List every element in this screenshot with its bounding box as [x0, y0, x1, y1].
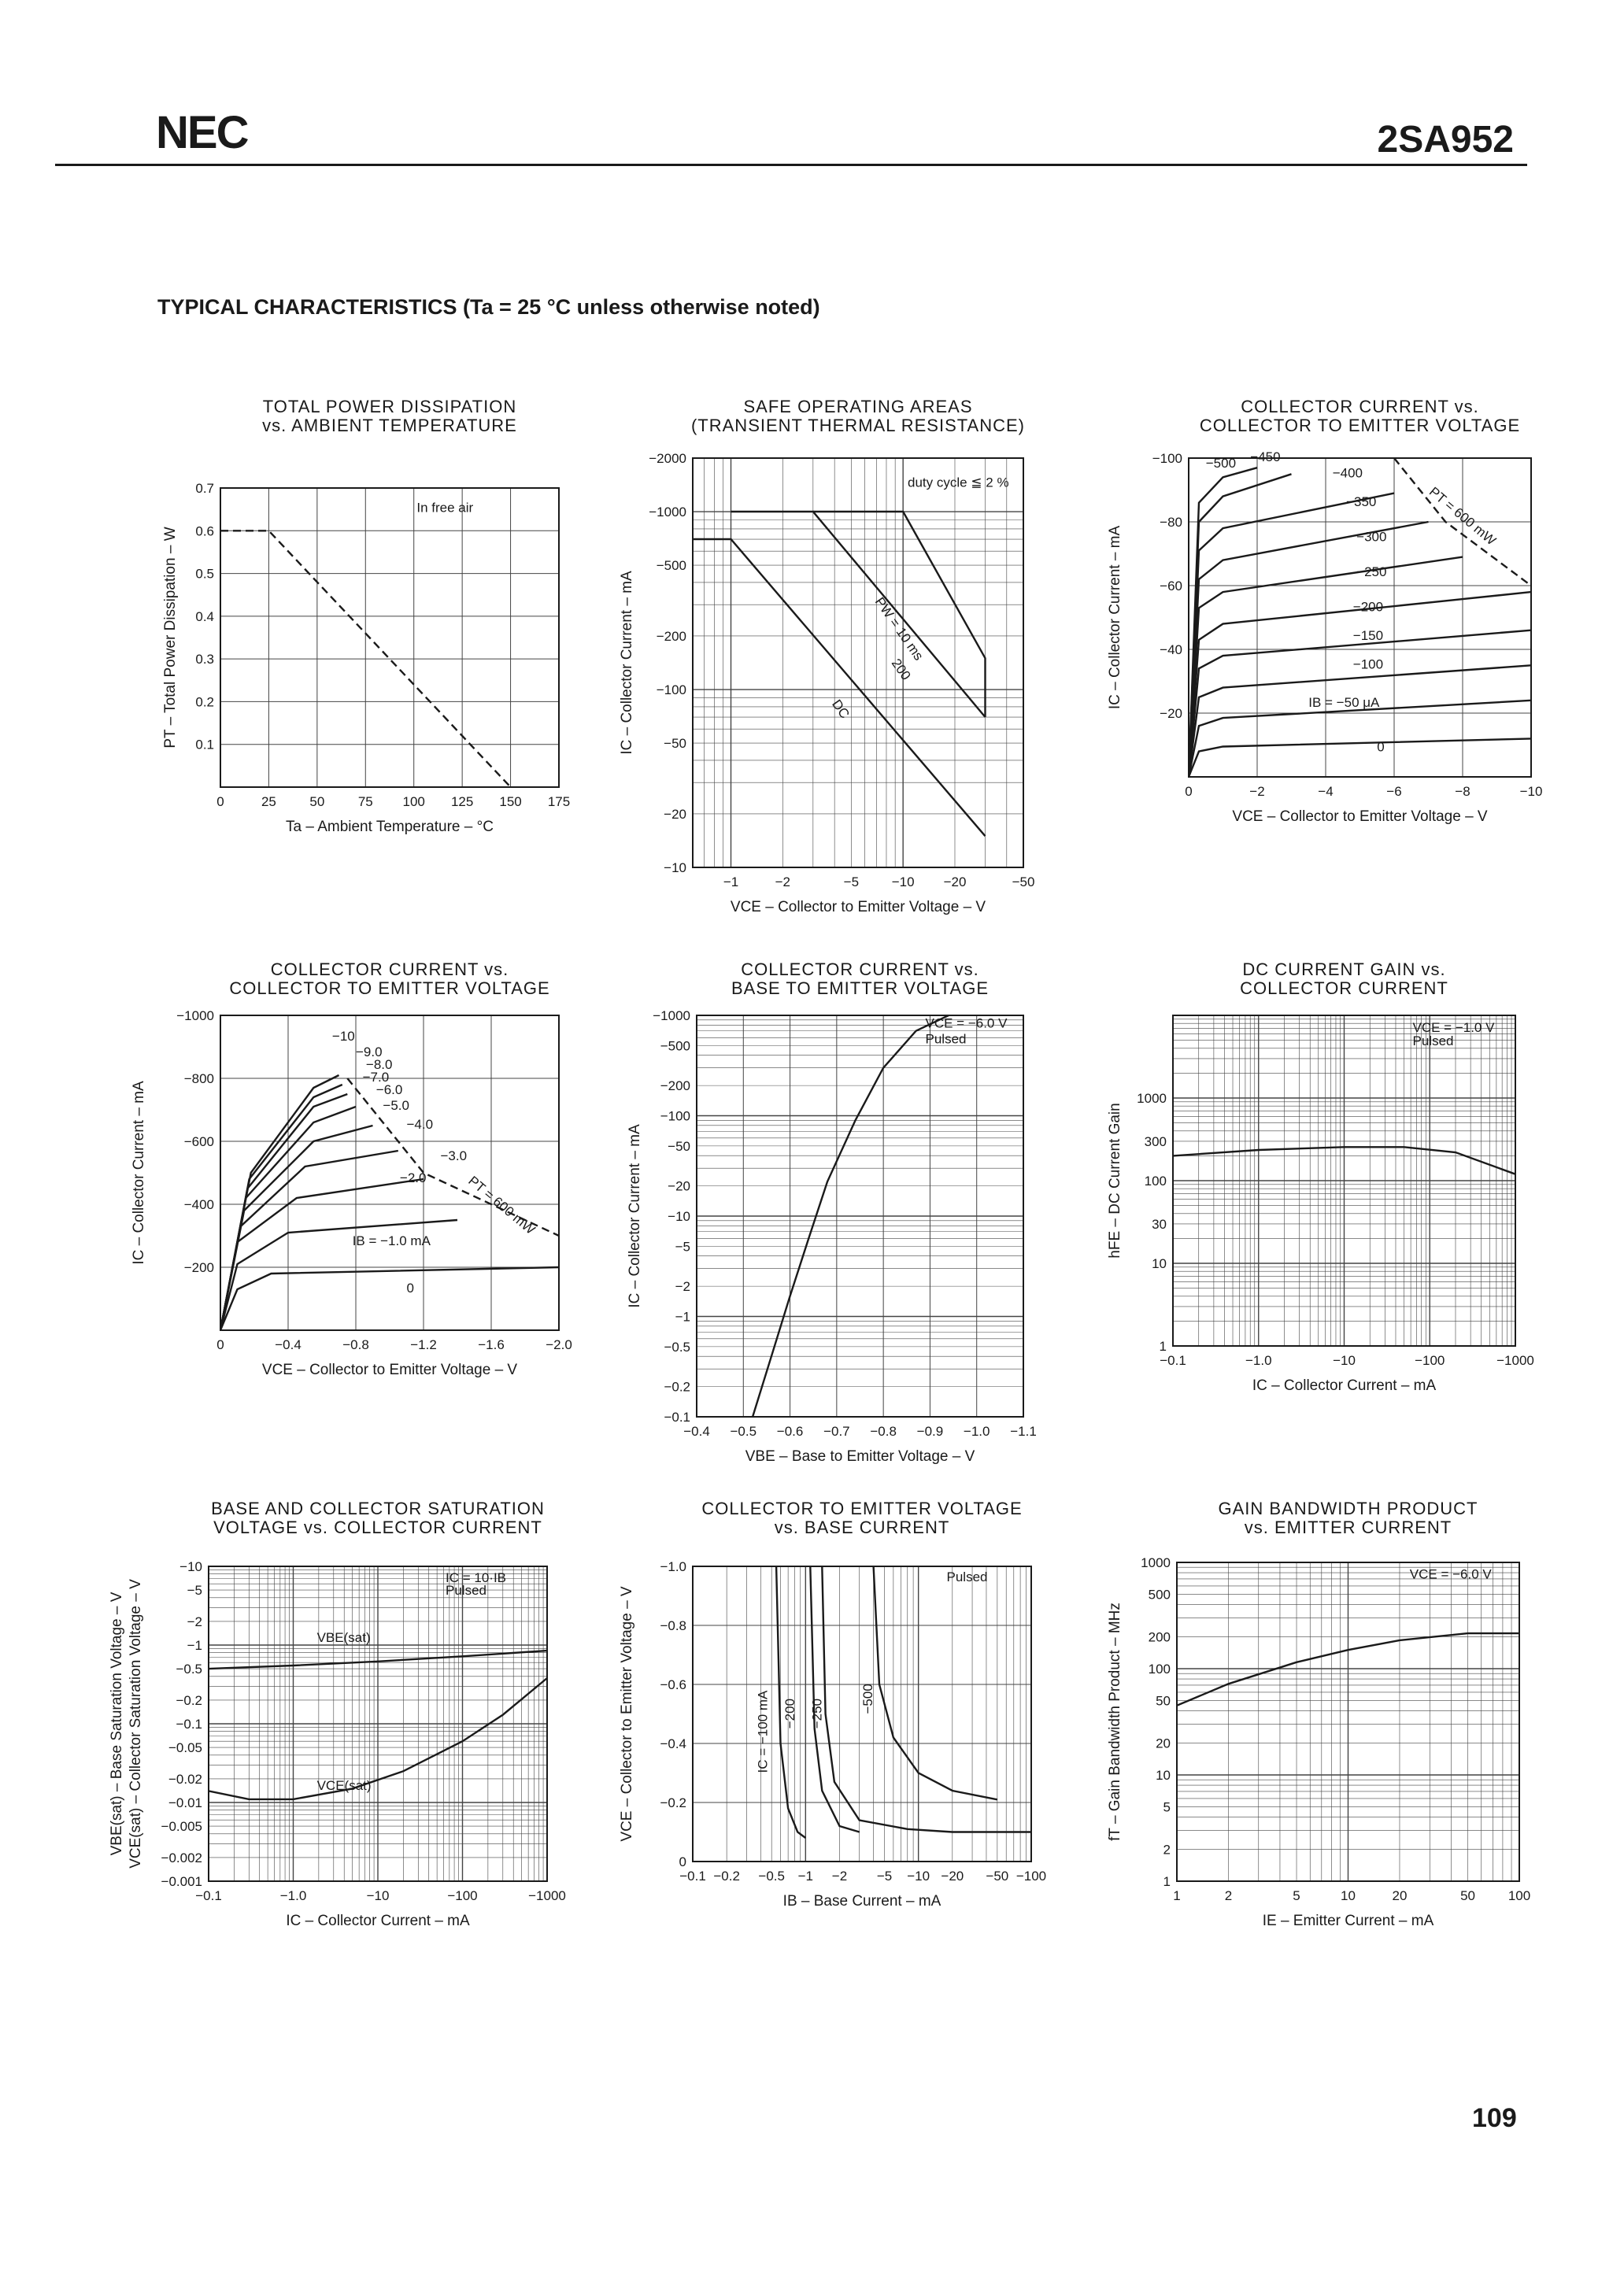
chart-annotation: 200 — [888, 656, 914, 683]
y-tick-label: −5 — [187, 1583, 202, 1599]
chart-annotation: duty cycle ≦ 2 % — [908, 475, 1009, 490]
x-tick-label: −0.6 — [776, 1424, 804, 1439]
y-tick-label: −0.05 — [168, 1740, 202, 1756]
x-tick-label: 2 — [1224, 1888, 1233, 1903]
page-number: 109 — [1472, 2103, 1517, 2133]
series-line — [822, 1566, 1031, 1832]
y-tick-label: −0.01 — [168, 1795, 202, 1810]
chart-annotation: −3.0 — [440, 1148, 468, 1163]
series-line — [220, 1075, 339, 1330]
chart-annotation: VBE(sat) — [316, 1630, 371, 1645]
chart-title: COLLECTOR CURRENT vs. — [270, 959, 509, 979]
y-tick-label: −80 — [1160, 515, 1182, 530]
x-tick-label: 5 — [1293, 1888, 1300, 1903]
y-axis-label: IC – Collector Current – mA — [627, 1124, 643, 1308]
plot-frame — [693, 458, 1023, 867]
x-tick-label: −10 — [891, 874, 915, 889]
y-tick-label: 1000 — [1141, 1555, 1171, 1570]
x-tick-label: −0.5 — [758, 1869, 785, 1884]
y-tick-label: −10 — [179, 1559, 202, 1574]
x-tick-label: −1.0 — [1245, 1353, 1272, 1368]
y-axis-label: fT – Gain Bandwidth Product – MHz — [1107, 1603, 1123, 1841]
x-tick-label: −0.1 — [679, 1869, 706, 1884]
y-tick-label: −0.2 — [664, 1379, 690, 1395]
x-tick-label: −0.9 — [916, 1424, 944, 1439]
chart-title: vs. EMITTER CURRENT — [1244, 1518, 1452, 1537]
y-tick-label: −40 — [1160, 642, 1182, 657]
x-tick-label: −50 — [1012, 874, 1035, 889]
x-tick-label: −2.0 — [546, 1337, 572, 1352]
y-tick-label: 100 — [1144, 1174, 1167, 1189]
y-tick-label: −0.1 — [176, 1717, 202, 1732]
chart-title: GAIN BANDWIDTH PRODUCT — [1218, 1499, 1478, 1518]
x-axis-label: IC – Collector Current – mA — [286, 1913, 470, 1929]
y-tick-label: 0.1 — [195, 737, 214, 752]
y-tick-label: −0.2 — [660, 1795, 686, 1810]
y-tick-label: 0.5 — [195, 566, 214, 582]
x-tick-label: −10 — [907, 1869, 930, 1884]
y-tick-label: −400 — [183, 1197, 214, 1212]
y-tick-label: 30 — [1152, 1216, 1167, 1232]
y-tick-label: −800 — [183, 1071, 214, 1086]
y-tick-label: 50 — [1156, 1693, 1171, 1709]
y-tick-label: −2 — [187, 1614, 202, 1629]
x-axis-label: Ta – Ambient Temperature – °C — [286, 819, 494, 835]
y-tick-label: 20 — [1156, 1736, 1171, 1751]
x-tick-label: −5 — [843, 874, 860, 889]
chart-annotation: −9.0 — [356, 1044, 383, 1059]
x-tick-label: −0.8 — [870, 1424, 897, 1439]
chart-annotation: −5.0 — [383, 1098, 409, 1113]
y-tick-label: −1000 — [649, 505, 686, 520]
y-tick-label: 0.4 — [195, 608, 214, 624]
chart-annotation: VCE = −6.0 V — [1409, 1566, 1492, 1582]
x-tick-label: −8 — [1455, 784, 1470, 799]
chart-saturation-voltage — [110, 1496, 598, 1968]
y-tick-label: 10 — [1152, 1256, 1167, 1271]
y-tick-label: −1000 — [176, 1008, 214, 1023]
y-axis-label: VCE(sat) – Collector Saturation Voltage – V — [128, 1579, 144, 1869]
y-tick-label: −0.8 — [660, 1618, 686, 1633]
x-tick-label: −6 — [1386, 784, 1402, 799]
chart-annotation: Pulsed — [446, 1583, 486, 1598]
series-line — [874, 1566, 997, 1799]
x-tick-label: −5 — [876, 1869, 893, 1884]
chart-power-dissipation — [157, 394, 598, 834]
x-tick-label: −100 — [1015, 1869, 1047, 1884]
y-tick-label: −2000 — [649, 451, 686, 466]
y-tick-label: −0.6 — [660, 1677, 686, 1692]
y-axis-label: hFE – DC Current Gain — [1107, 1103, 1123, 1259]
y-tick-label: −200 — [656, 628, 686, 644]
x-tick-label: −0.1 — [195, 1888, 222, 1903]
chart-title: VOLTAGE vs. COLLECTOR CURRENT — [213, 1518, 542, 1537]
chart-annotation: Pulsed — [1412, 1033, 1454, 1048]
y-tick-label: −0.005 — [161, 1819, 202, 1835]
x-tick-label: 0 — [216, 1337, 224, 1352]
chart-annotation: IB = −1.0 mA — [352, 1233, 431, 1248]
chart-annotation: −4.0 — [406, 1117, 434, 1132]
y-tick-label: −10 — [668, 1209, 690, 1224]
y-tick-label: −100 — [660, 1108, 690, 1124]
y-tick-label: −0.002 — [161, 1850, 202, 1865]
x-tick-label: −10 — [366, 1888, 390, 1903]
x-axis-label: VBE – Base to Emitter Voltage – V — [745, 1448, 975, 1465]
x-tick-label: 75 — [357, 794, 373, 809]
x-tick-label: −4 — [1318, 784, 1334, 799]
part-number: 2SA952 — [1377, 119, 1514, 161]
chart-annotation: PW = 10 ms — [871, 594, 927, 664]
x-tick-label: 10 — [1341, 1888, 1356, 1903]
chart-annotation: 0 — [406, 1281, 414, 1296]
series-line — [1189, 738, 1531, 777]
chart-annotation: 0 — [1377, 739, 1385, 755]
chart-annotation: −2.0 — [399, 1170, 427, 1185]
y-tick-label: −0.5 — [664, 1339, 690, 1355]
y-tick-label: −200 — [660, 1078, 690, 1094]
chart-gain-bandwidth — [1102, 1496, 1543, 1936]
chart-ic-vce-high — [126, 956, 598, 1397]
y-tick-label: −60 — [1160, 579, 1182, 593]
chart-title: TOTAL POWER DISSIPATION — [262, 397, 517, 416]
y-tick-label: 300 — [1144, 1133, 1167, 1149]
x-tick-label: −0.4 — [683, 1424, 710, 1439]
x-tick-label: 100 — [402, 794, 425, 809]
chart-title: BASE AND COLLECTOR SATURATION — [211, 1499, 545, 1518]
y-tick-label: 0.7 — [195, 481, 214, 496]
chart-title: vs. BASE CURRENT — [774, 1518, 950, 1537]
x-axis-label: VCE – Collector to Emitter Voltage – V — [730, 899, 986, 915]
chart-safe-operating-area — [614, 394, 1086, 945]
chart-annotation: VCE = −1.0 V — [1412, 1020, 1495, 1035]
chart-annotation: −250 — [1356, 564, 1387, 579]
y-tick-label: −20 — [664, 806, 686, 822]
y-tick-label: 100 — [1148, 1662, 1171, 1677]
x-tick-label: 100 — [1507, 1888, 1531, 1903]
chart-title: COLLECTOR TO EMITTER VOLTAGE — [701, 1499, 1023, 1518]
series-line — [220, 1085, 342, 1330]
y-tick-label: −500 — [660, 1038, 690, 1054]
y-tick-label: −1 — [187, 1638, 202, 1653]
x-tick-label: 1 — [1173, 1888, 1181, 1903]
x-tick-label: −0.7 — [823, 1424, 850, 1439]
y-tick-label: 1 — [1159, 1339, 1167, 1354]
x-tick-label: −1.0 — [963, 1424, 990, 1439]
chart-annotation: −250 — [809, 1698, 825, 1729]
chart-title: (TRANSIENT THERMAL RESISTANCE) — [690, 416, 1026, 435]
chart-annotation: In free air — [416, 500, 474, 516]
x-tick-label: −1 — [797, 1869, 814, 1884]
y-tick-label: −1000 — [653, 1008, 690, 1023]
y-tick-label: −600 — [183, 1134, 214, 1149]
x-tick-label: −100 — [1415, 1353, 1445, 1368]
chart-annotation: IC = 10·IB — [446, 1570, 507, 1585]
x-tick-label: −20 — [943, 874, 967, 889]
y-tick-label: 0.2 — [195, 694, 214, 710]
chart-annotation: PT = 600 mW — [1426, 484, 1499, 549]
x-tick-label: −0.8 — [342, 1337, 369, 1352]
chart-title: BASE TO EMITTER VOLTAGE — [731, 978, 989, 998]
y-tick-label: −10 — [664, 860, 686, 875]
x-tick-label: −10 — [1333, 1353, 1356, 1368]
x-tick-label: −2 — [775, 874, 791, 889]
chart-annotation: VCE(sat) — [316, 1778, 372, 1793]
y-tick-label: 1 — [1163, 1874, 1171, 1889]
y-tick-label: −100 — [656, 682, 686, 698]
series-line — [1189, 474, 1292, 777]
header-rule — [55, 164, 1527, 166]
chart-annotation: −100 — [1352, 656, 1384, 672]
chart-annotation: −10 — [331, 1029, 355, 1044]
x-tick-label: −1.2 — [410, 1337, 437, 1352]
y-tick-label: −5 — [675, 1239, 690, 1255]
chart-ic-vce-low — [1102, 394, 1574, 850]
y-axis-label: VCE – Collector to Emitter Voltage – V — [619, 1586, 635, 1842]
section-title: TYPICAL CHARACTERISTICS (Ta = 25 °C unless otherwise noted) — [157, 295, 820, 319]
x-axis-label: IC – Collector Current – mA — [1252, 1377, 1437, 1394]
chart-annotation: Pulsed — [946, 1569, 988, 1584]
y-tick-label: 10 — [1156, 1768, 1171, 1783]
chart-annotation: VCE = −6.0 V — [925, 1015, 1008, 1031]
x-tick-label: 125 — [450, 794, 474, 809]
chart-annotation: IB = −50 μA — [1308, 694, 1380, 710]
y-tick-label: −500 — [656, 558, 686, 574]
series-line — [1189, 665, 1531, 777]
chart-title: SAFE OPERATING AREAS — [743, 397, 973, 416]
series-line — [220, 1267, 559, 1330]
x-axis-label: VCE – Collector to Emitter Voltage – V — [261, 1362, 518, 1378]
y-tick-label: 1000 — [1137, 1091, 1167, 1106]
chart-title: COLLECTOR CURRENT vs. — [741, 959, 979, 979]
x-axis-label: IE – Emitter Current – mA — [1262, 1913, 1434, 1929]
x-tick-label: −0.5 — [730, 1424, 757, 1439]
y-axis-label: IC – Collector Current – mA — [619, 571, 635, 755]
x-tick-label: 0 — [216, 794, 224, 809]
y-tick-label: −20 — [1160, 706, 1182, 721]
x-tick-label: −100 — [447, 1888, 478, 1903]
y-tick-label: 0 — [679, 1854, 686, 1869]
x-tick-label: −1000 — [1496, 1353, 1534, 1368]
x-tick-label: −0.2 — [713, 1869, 740, 1884]
x-tick-label: 20 — [1392, 1888, 1408, 1903]
x-tick-label: −50 — [986, 1869, 1009, 1884]
chart-annotation: −450 — [1250, 449, 1281, 465]
chart-annotation: Pulsed — [925, 1031, 967, 1047]
x-tick-label: −10 — [1519, 784, 1543, 799]
y-tick-label: −0.4 — [660, 1736, 686, 1751]
y-tick-label: −0.001 — [161, 1874, 202, 1889]
y-tick-label: 0.3 — [195, 652, 214, 667]
y-tick-label: −200 — [183, 1260, 214, 1275]
chart-annotation: −300 — [1356, 529, 1387, 545]
chart-title: COLLECTOR CURRENT vs. — [1241, 397, 1479, 416]
chart-title: vs. AMBIENT TEMPERATURE — [262, 416, 517, 435]
chart-annotation: −6.0 — [375, 1082, 403, 1097]
chart-annotation: −200 — [782, 1698, 797, 1729]
y-axis-label: IC – Collector Current – mA — [1107, 525, 1123, 710]
x-tick-label: −0.1 — [1160, 1353, 1186, 1368]
chart-annotation: −350 — [1346, 494, 1377, 509]
y-tick-label: 200 — [1148, 1629, 1171, 1645]
x-tick-label: −20 — [941, 1869, 964, 1884]
brand-logo: NEC — [156, 107, 248, 158]
x-tick-label: −2 — [831, 1869, 848, 1884]
y-axis-label: IC – Collector Current – mA — [131, 1081, 147, 1265]
y-tick-label: −1 — [675, 1309, 690, 1325]
y-tick-label: −20 — [668, 1178, 690, 1194]
y-tick-label: −0.5 — [176, 1662, 202, 1677]
chart-title: DC CURRENT GAIN vs. — [1242, 959, 1446, 979]
y-tick-label: 0.6 — [195, 523, 214, 539]
y-tick-label: −50 — [668, 1138, 690, 1154]
chart-title: COLLECTOR TO EMITTER VOLTAGE — [229, 978, 550, 998]
chart-annotation: DC — [829, 697, 853, 722]
x-tick-label: −1.6 — [478, 1337, 505, 1352]
y-tick-label: −100 — [1152, 451, 1182, 466]
chart-annotation: −8.0 — [365, 1057, 393, 1072]
y-axis-label: VBE(sat) – Base Saturation Voltage – V — [109, 1592, 125, 1856]
x-tick-label: −1 — [723, 874, 739, 889]
x-tick-label: −0.4 — [275, 1337, 301, 1352]
x-tick-label: −1.1 — [1010, 1424, 1037, 1439]
y-tick-label: −50 — [664, 736, 686, 752]
x-tick-label: −1000 — [528, 1888, 566, 1903]
x-tick-label: 25 — [261, 794, 276, 809]
chart-annotation: −200 — [1352, 599, 1384, 615]
x-axis-label: IB – Base Current – mA — [782, 1893, 941, 1910]
chart-annotation: −400 — [1332, 465, 1363, 481]
y-tick-label: −0.2 — [176, 1692, 202, 1708]
chart-title: COLLECTOR TO EMITTER VOLTAGE — [1199, 416, 1521, 435]
y-axis-label: PT – Total Power Dissipation – W — [162, 527, 179, 749]
chart-annotation: −7.0 — [362, 1070, 390, 1085]
chart-dc-current-gain — [1102, 956, 1543, 1413]
x-tick-label: 50 — [1460, 1888, 1475, 1903]
x-tick-label: −2 — [1249, 784, 1265, 799]
x-tick-label: 175 — [547, 794, 571, 809]
series-line — [1189, 592, 1531, 777]
chart-annotation: PT = 600 mW — [465, 1173, 538, 1237]
chart-title: COLLECTOR CURRENT — [1240, 978, 1448, 998]
x-tick-label: −1.0 — [279, 1888, 307, 1903]
chart-annotation: −150 — [1352, 627, 1384, 643]
y-tick-label: −1.0 — [660, 1559, 686, 1574]
chart-vce-ib — [614, 1496, 1086, 1910]
y-tick-label: −0.02 — [168, 1771, 202, 1787]
x-tick-label: 150 — [499, 794, 522, 809]
y-tick-label: −2 — [675, 1279, 690, 1295]
chart-annotation: −500 — [860, 1684, 875, 1714]
y-tick-label: 5 — [1163, 1799, 1171, 1815]
series-line — [1189, 701, 1531, 777]
chart-ic-vbe — [622, 956, 1063, 1476]
chart-annotation: IC = −100 mA — [755, 1690, 771, 1773]
y-tick-label: −0.1 — [664, 1410, 690, 1425]
y-tick-label: 2 — [1163, 1842, 1171, 1858]
x-axis-label: VCE – Collector to Emitter Voltage – V — [1232, 808, 1488, 825]
x-tick-label: 0 — [1185, 784, 1193, 799]
series-line — [693, 539, 986, 836]
chart-annotation: −500 — [1205, 456, 1237, 471]
x-tick-label: 50 — [309, 794, 325, 809]
y-tick-label: 500 — [1148, 1587, 1171, 1603]
